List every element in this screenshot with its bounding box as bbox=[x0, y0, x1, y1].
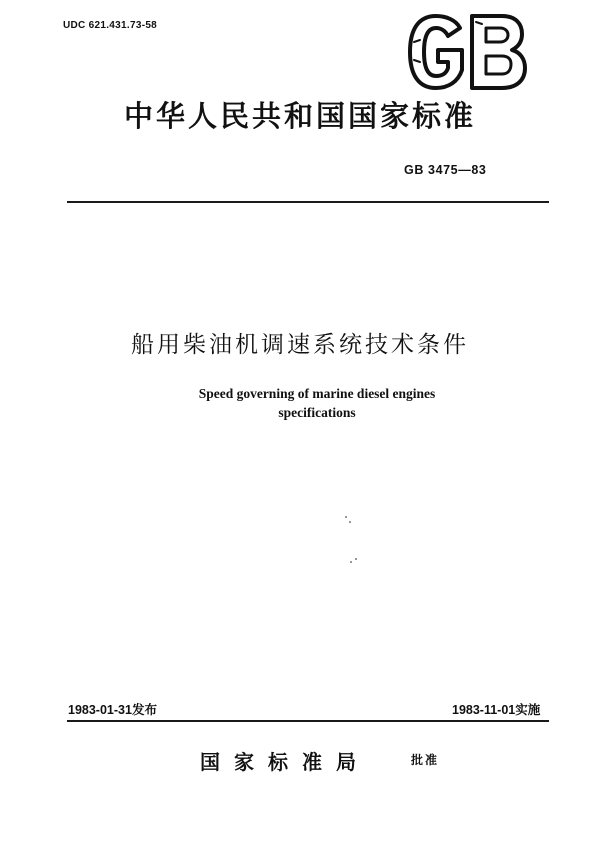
standard-code: GB 3475—83 bbox=[404, 163, 487, 177]
approval-label: 批准 bbox=[411, 753, 440, 767]
scan-speck bbox=[355, 558, 357, 560]
scan-speck bbox=[349, 521, 351, 523]
gb-logo-icon bbox=[404, 12, 530, 92]
scan-speck bbox=[345, 516, 347, 518]
document-title-english-line2: specifications bbox=[278, 405, 356, 420]
effective-date: 1983-11-01实施 bbox=[452, 703, 541, 717]
document-title-english-line1: Speed governing of marine diesel engines bbox=[198, 386, 436, 401]
udc-number: UDC 621.431.73-58 bbox=[63, 20, 158, 31]
organization-title: 中华人民共和国国家标准 bbox=[123, 99, 476, 133]
scan-speck bbox=[350, 561, 352, 563]
footer-divider bbox=[67, 720, 549, 722]
header-divider bbox=[67, 201, 549, 203]
issue-date: 1983-01-31发布 bbox=[68, 703, 157, 717]
approving-authority: 国家标准局 bbox=[200, 750, 370, 774]
document-title-chinese: 船用柴油机调速系统技术条件 bbox=[131, 332, 469, 358]
